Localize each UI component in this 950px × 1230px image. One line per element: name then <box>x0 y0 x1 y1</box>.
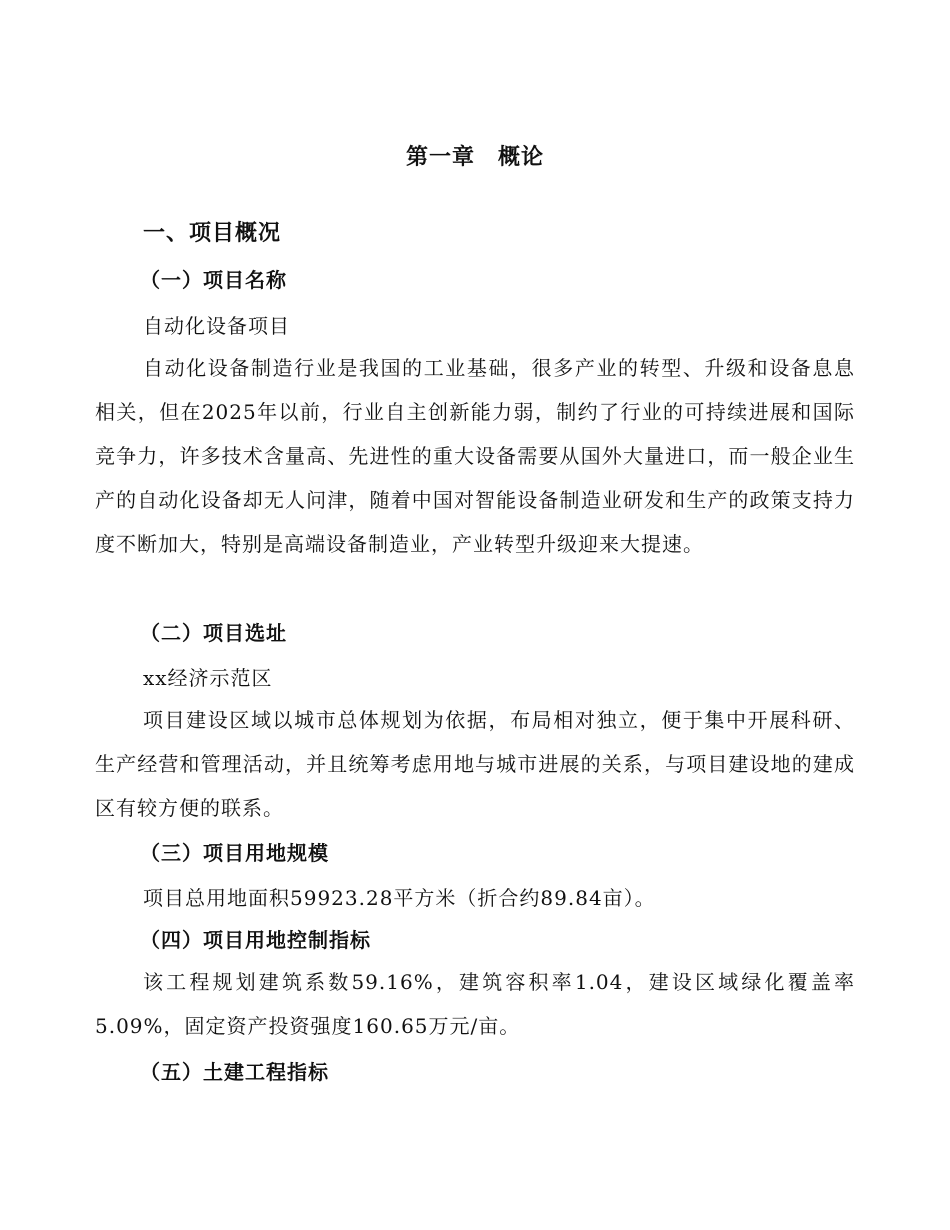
section-title-project-overview: 一、项目概况 <box>143 220 282 246</box>
land-scale-value: 项目总用地面积59923.28平方米（折合约89.84亩）。 <box>143 886 656 910</box>
project-name-value: 自动化设备项目 <box>143 314 290 338</box>
subsection-title-land-scale: （三）项目用地规模 <box>140 841 329 865</box>
subsection-title-project-site: （二）项目选址 <box>140 621 287 645</box>
subsection-title-project-name: （一）项目名称 <box>140 268 287 292</box>
subsection-title-land-control-indicators: （四）项目用地控制指标 <box>140 928 371 952</box>
project-background-paragraph: 自动化设备制造行业是我国的工业基础，很多产业的转型、升级和设备息息相关，但在2025年以前，行业自主创新能力弱，制约了行业的可持续进展和国际竞争力，许多技术含量高、先进性的重大设备需要从国外大量进口，而一般企业生产的自动化设备却无人问津，随着中国对智能设备制造业研发和生产的政策支持力度不断加大，特别是高端设备制造业，产业转型升级迎来大提速。 <box>95 356 855 556</box>
subsection-title-civil-engineering-indicators: （五）土建工程指标 <box>140 1060 329 1084</box>
land-control-paragraph: 该工程规划建筑系数59.16%，建筑容积率1.04，建设区域绿化覆盖率5.09%，固定资产投资强度160.65万元/亩。 <box>95 970 855 1038</box>
project-site-paragraph: 项目建设区域以城市总体规划为依据，布局相对独立，便于集中开展科研、生产经营和管理活动，并且统筹考虑用地与城市进展的关系，与项目建设地的建成区有较方便的联系。 <box>95 708 855 820</box>
chapter-title: 第一章 概论 <box>405 144 544 170</box>
project-site-value: xx经济示范区 <box>143 666 273 690</box>
